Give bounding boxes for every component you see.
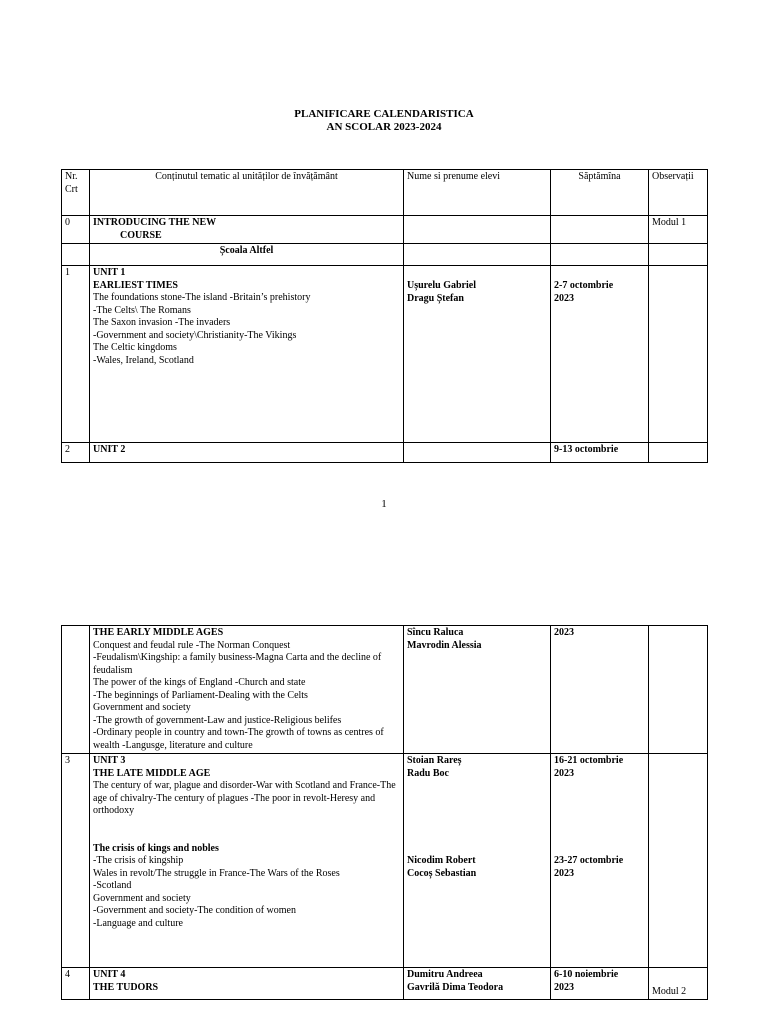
content-line: -The growth of government-Law and justice-Religious belifes	[93, 714, 342, 726]
table-header-row	[62, 170, 708, 216]
student-name: Mavrodin Alessia	[407, 639, 482, 651]
row-content	[90, 216, 404, 244]
planning-table-page-1	[61, 169, 708, 463]
unit-label: UNIT 4	[93, 969, 126, 980]
row-nr: 0	[62, 216, 90, 244]
week-date: 16-21 octombrie	[554, 755, 624, 766]
header-content: Conținutul tematic al unităților de învățământ	[90, 170, 404, 216]
table-row	[62, 266, 708, 443]
student-name: Ușurelu Gabriel	[407, 280, 476, 291]
content-line: -Wales, Ireland, Scotland	[93, 354, 194, 366]
student-name: Cocoș Sebastian	[407, 867, 477, 879]
row-nr: 2	[62, 443, 90, 463]
header-observations: Observații	[649, 170, 708, 216]
content-line: The century of war, plague and disorder-War with Scotland and France-The age of chivalry-The century of plagues -The poor in revolt-Heresy and orthodoxy	[93, 780, 396, 816]
row-week	[551, 216, 649, 244]
row-observations	[649, 754, 708, 968]
unit-label: UNIT 1	[93, 267, 126, 278]
planning-table-page-2	[61, 625, 708, 1000]
content-title-cont: COURSE	[120, 229, 162, 241]
row-names	[404, 443, 551, 463]
content-line: -Government and society-The condition of women	[93, 905, 296, 916]
row-names	[404, 626, 551, 754]
table-row	[62, 244, 708, 266]
week-year: 2023	[554, 767, 574, 779]
week-date: 9-13 octombrie	[554, 444, 619, 455]
row-week	[551, 443, 649, 463]
content-title: INTRODUCING THE NEW	[93, 217, 217, 228]
student-name: Radu Boc	[407, 767, 449, 779]
content-line: The Celtic kingdoms	[93, 342, 177, 353]
row-content	[90, 443, 404, 463]
content-line: Government and society	[93, 892, 191, 904]
row-observations: Modul 1	[649, 216, 708, 244]
table-row	[62, 216, 708, 244]
row-observations	[649, 244, 708, 266]
row-week	[551, 754, 649, 968]
row-content	[90, 754, 404, 968]
unit-label: UNIT 3	[93, 755, 126, 766]
row-observations	[649, 968, 708, 1000]
header-names: Nume si prenume elevi	[404, 170, 551, 216]
document-subtitle: AN SCOLAR 2023-2024	[326, 121, 442, 133]
module-label: Modul 2	[652, 985, 687, 997]
content-line: -The crisis of kingship	[93, 855, 184, 866]
week-date: 6-10 noiembrie	[554, 969, 619, 980]
row-observations	[649, 443, 708, 463]
page-number: 1	[381, 498, 387, 510]
content-line: The Saxon invasion -The invaders	[93, 317, 231, 328]
table-row	[62, 626, 708, 754]
week-date: 2-7 octombrie	[554, 280, 614, 291]
student-name: Stoian Rareș	[407, 755, 462, 766]
content-line: The foundations stone-The island -Britain’s prehistory	[93, 292, 311, 303]
row-observations	[649, 266, 708, 443]
content-line: The power of the kings of England -Church and state	[93, 677, 306, 688]
student-name: Dumitru Andreea	[407, 969, 483, 980]
content-line: -Ordinary people in country and town-The growth of towns as centres of wealth -Langusge, literature and culture	[93, 727, 384, 751]
week-date: 23-27 octombrie	[554, 855, 624, 866]
unit-title: THE LATE MIDDLE AGE	[93, 767, 211, 779]
table-row	[62, 968, 708, 1000]
content-line: Wales in revolt/The struggle in France-The Wars of the Roses	[93, 867, 340, 879]
content-line: -Feudalism\Kingship: a family business-Magna Carta and the decline of feudalism	[93, 652, 382, 676]
unit-title: THE EARLY MIDDLE AGES	[93, 627, 224, 638]
row-names	[404, 244, 551, 266]
week-year: 2023	[554, 627, 574, 638]
student-name: Gavrilă Dima Teodora	[407, 981, 504, 993]
content-title: Școala Altfel	[219, 245, 274, 256]
row-names	[404, 968, 551, 1000]
week-year: 2023	[554, 981, 574, 993]
row-names	[404, 216, 551, 244]
section-subtitle: The crisis of kings and nobles	[93, 842, 219, 854]
row-observations	[649, 626, 708, 754]
student-name: Nicodim Robert	[407, 855, 476, 866]
document-title: PLANIFICARE CALENDARISTICA	[294, 108, 474, 120]
row-content	[90, 244, 404, 266]
row-nr	[62, 626, 90, 754]
row-content	[90, 626, 404, 754]
content-line: -The beginnings of Parliament-Dealing with the Celts	[93, 689, 308, 701]
student-name: Dragu Ștefan	[407, 292, 464, 304]
week-year: 2023	[554, 292, 574, 304]
unit-title: EARLIEST TIMES	[93, 279, 178, 291]
row-week	[551, 626, 649, 754]
content-line: -The Celts\ The Romans	[93, 304, 191, 316]
row-nr: 4	[62, 968, 90, 1000]
student-name: Sîncu Raluca	[407, 627, 464, 638]
content-line: -Scotland	[93, 880, 132, 891]
row-week	[551, 266, 649, 443]
row-week	[551, 968, 649, 1000]
row-week	[551, 244, 649, 266]
row-names	[404, 266, 551, 443]
table-row	[62, 754, 708, 968]
content-line: Conquest and feudal rule -The Norman Conquest	[93, 639, 291, 651]
row-nr: 3	[62, 754, 90, 968]
row-names	[404, 754, 551, 968]
header-nr: Nr. Crt	[62, 170, 90, 216]
content-line: -Government and society\Christianity-The Vikings	[93, 329, 297, 341]
row-nr: 1	[62, 266, 90, 443]
row-content	[90, 968, 404, 1000]
content-line: -Language and culture	[93, 917, 183, 929]
content-line: Government and society	[93, 702, 191, 713]
row-content	[90, 266, 404, 443]
unit-title: THE TUDORS	[93, 981, 159, 993]
row-nr	[62, 244, 90, 266]
week-year: 2023	[554, 867, 574, 879]
table-row	[62, 443, 708, 463]
unit-label: UNIT 2	[93, 444, 126, 455]
header-week: Săptămîna	[551, 170, 649, 216]
